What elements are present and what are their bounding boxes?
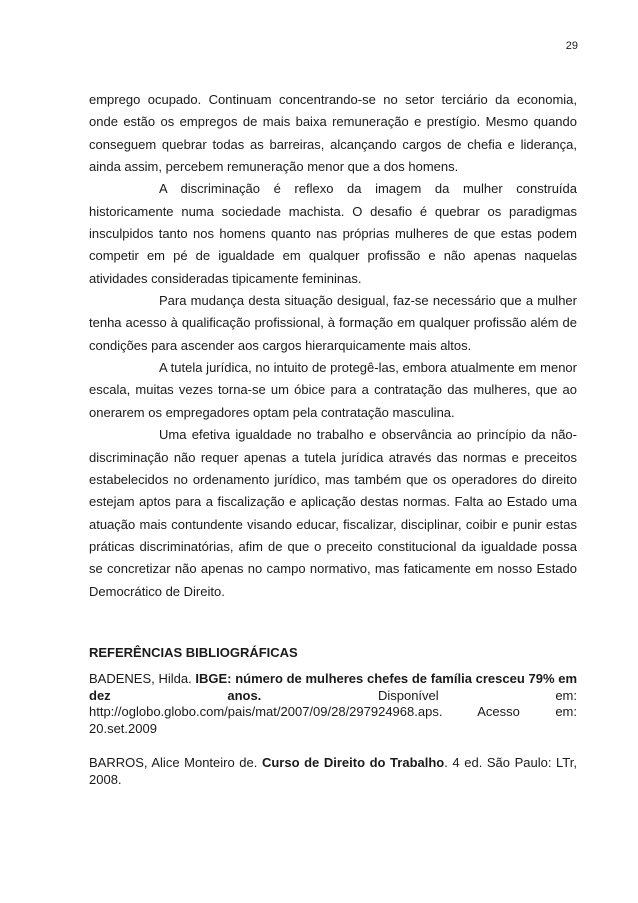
reference-2 bbox=[89, 755, 577, 788]
reference-1-author: BADENES, Hilda. bbox=[89, 671, 196, 686]
page-number: 29 bbox=[565, 40, 578, 52]
reference-2-title: Curso de Direito do Trabalho bbox=[261, 755, 445, 770]
paragraph-2: A discriminação é reflexo da imagem da mulher construída historicamente numa sociedade machista. O desafio é quebrar os paradigmas insculpidos tanto nos homens quanto nas próprias mulheres de que estas podem competir em pé de igualdade em qualquer profissão e não apenas naquelas atividades consideradas tipicamente femininas. bbox=[89, 181, 577, 286]
paragraph-5: Uma efetiva igualdade no trabalho e observância ao princípio da não-discriminação não requer apenas a tutela jurídica através das normas e preceitos estabelecidos no ordenamento jurídico, mas também que os operadores do direito estejam aptos para a fiscalização e aplicação destas normas. Falta ao Estado uma atuação mais contundente visando educar, fiscalizar, disciplinar, coibir e punir estas práticas discriminatórias, afim de que o preceito constitucional da igualdade possa se concretizar não apenas no campo normativo, mas faticamente em nosso Estado Democrático de Direito. bbox=[89, 427, 577, 599]
paragraph-4: A tutela jurídica, no intuito de protegê-las, embora atualmente em menor escala, muitas vezes torna-se um óbice para a contratação das mulheres, que ao onerarem os empregadores optam pela contratação masculina. bbox=[89, 360, 577, 420]
reference-2-details: . 4 ed. São Paulo: LTr, 2008. bbox=[89, 755, 577, 787]
reference-2-author: BARROS, Alice Monteiro de. bbox=[89, 755, 262, 770]
reference-1 bbox=[89, 671, 577, 737]
references-heading: REFERÊNCIAS BIBLIOGRÁFICAS bbox=[89, 645, 298, 660]
reference-1-title: IBGE: número de mulheres chefes de família cresceu 79% em dez anos. bbox=[89, 671, 577, 703]
paragraph-1: emprego ocupado. Continuam concentrando-se no setor terciário da economia, onde estão os empregos de mais baixa remuneração e prestígio. Mesmo quando conseguem quebrar todas as barreiras, alcançando cargos de chefia e liderança, ainda assim, percebem remuneração menor que a dos homens. bbox=[89, 92, 577, 175]
paragraph-3: Para mudança desta situação desigual, faz-se necessário que a mulher tenha acesso à qualificação profissional, à formação em qualquer profissão além de condições para ascender aos cargos hierarquicamente mais altos. bbox=[89, 293, 577, 353]
body-text bbox=[89, 89, 577, 603]
reference-1-details: Disponível em: http://oglobo.globo.com/pais/mat/2007/09/28/297924968.aps. Acesso em: 20.set.2009 bbox=[89, 687, 577, 736]
